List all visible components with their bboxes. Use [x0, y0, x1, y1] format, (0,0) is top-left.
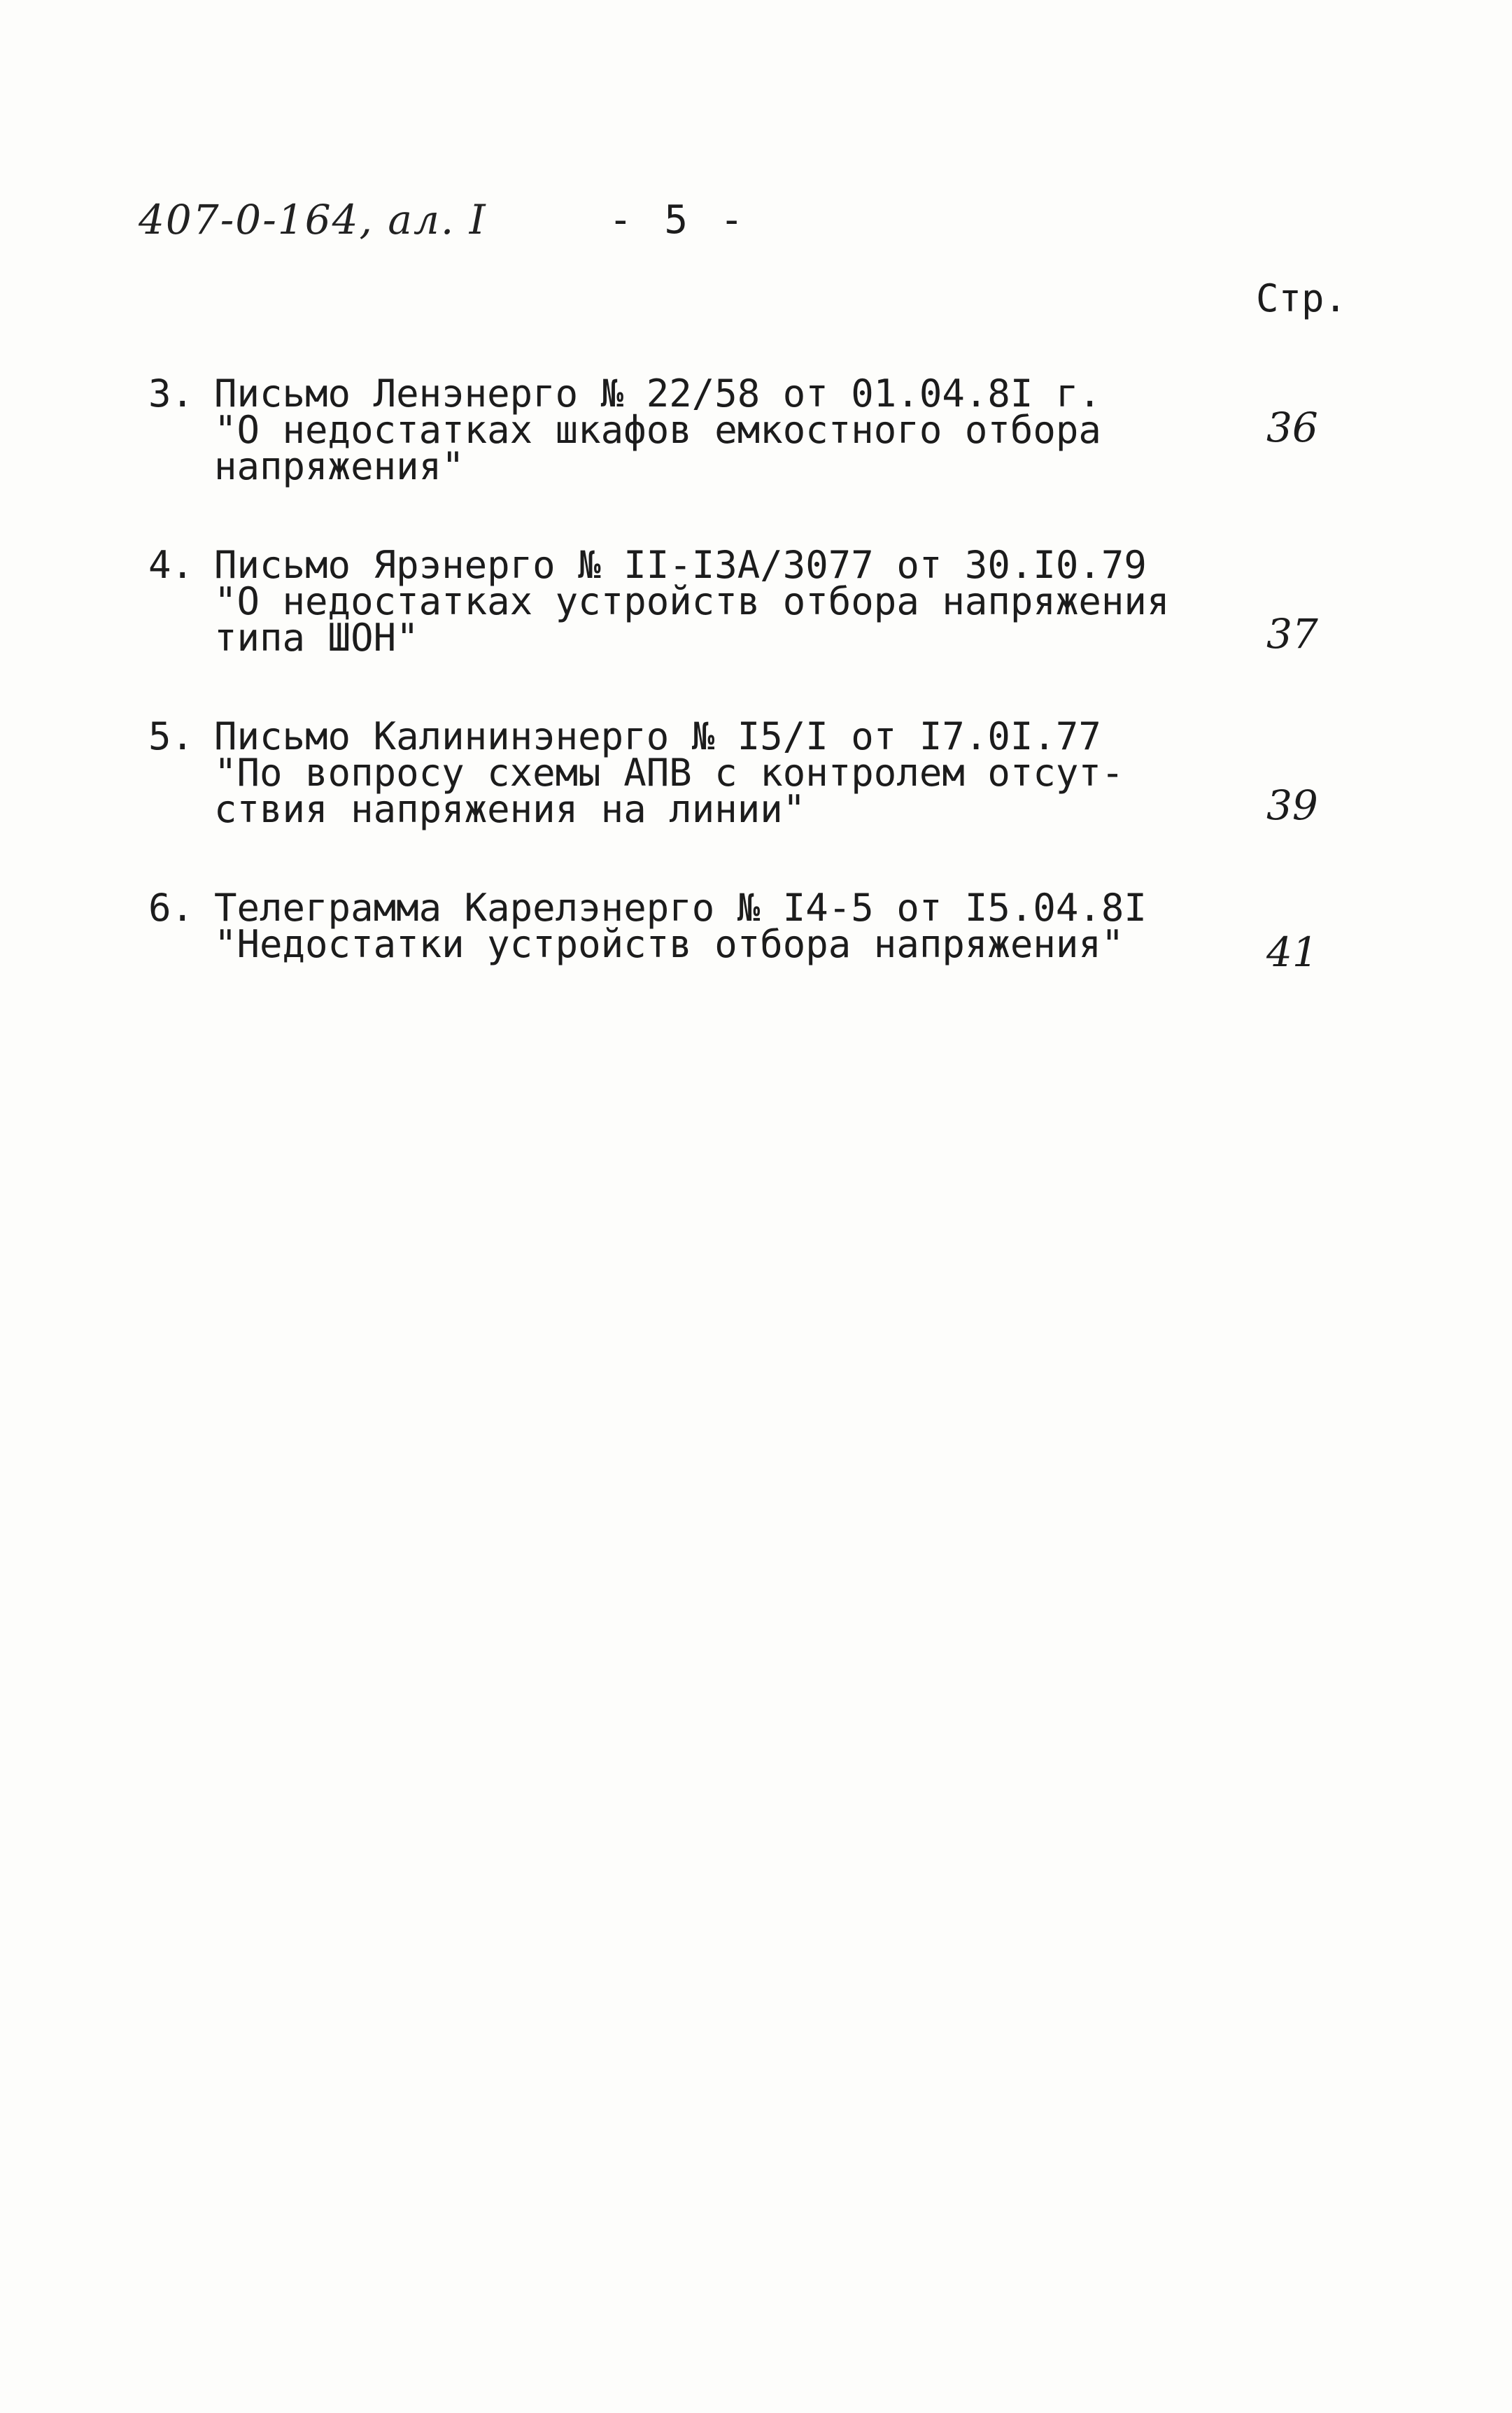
entry-line: Письмо Ярэнерго № II-I3A/3077 от 30.I0.79 [214, 543, 1147, 587]
entry-number: 5. [148, 714, 195, 758]
entry-page-ref: 36 [1266, 404, 1318, 451]
entry-line: "Недостатки устройств отбора напряжения" [214, 922, 1124, 966]
entry-text [214, 886, 1147, 966]
entry-line: "По вопросу схемы АПВ с контролем отсут- [214, 751, 1124, 795]
entry-line: ствия напряжения на линии" [214, 787, 806, 831]
entry-line: напряжения" [214, 444, 465, 488]
entry-line: Письмо Калининэнерго № I5/I от I7.0I.77 [214, 714, 1101, 758]
entry-page-ref: 41 [1266, 928, 1318, 976]
entry-line: Телеграмма Карелэнерго № I4-5 от I5.04.8I [214, 886, 1147, 930]
page-column-header: Стр. [1256, 276, 1348, 320]
entry-text [214, 543, 1170, 660]
document-code: 407-0-164, ал. I [139, 196, 487, 243]
entry-number: 3. [148, 371, 195, 416]
page-number: - 5 - [609, 197, 748, 243]
entry-line: "О недостатках шкафов емкостного отбора [214, 408, 1101, 452]
entry-text [214, 371, 1101, 488]
entry-number: 6. [148, 886, 195, 930]
entry-number: 4. [148, 543, 195, 587]
entry-page-ref: 37 [1266, 610, 1318, 658]
entry-text [214, 714, 1124, 831]
entry-page-ref: 39 [1266, 781, 1318, 829]
entry-line: "О недостатках устройств отбора напряжения [214, 579, 1170, 623]
entry-line: Письмо Ленэнерго № 22/58 от 01.04.8I г. [214, 371, 1101, 416]
entry-line: типа ШОН" [214, 616, 419, 660]
